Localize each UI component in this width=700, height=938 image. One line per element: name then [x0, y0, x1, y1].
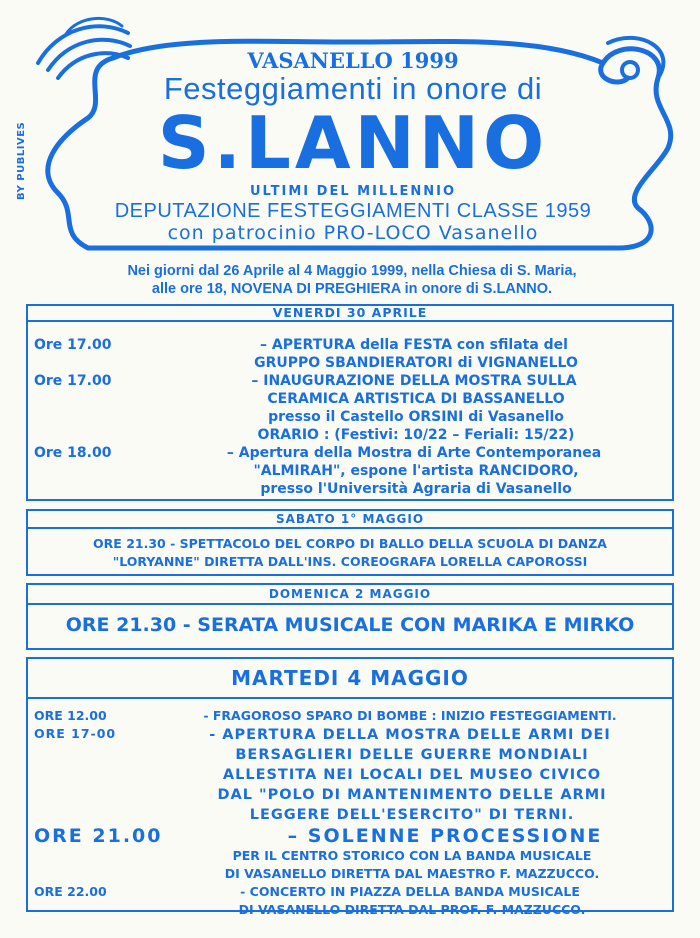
event-time: Ore 17.00 — [34, 337, 112, 353]
event-row — [34, 372, 666, 390]
header-festeggiamenti: Festeggiamenti in onore di — [163, 71, 543, 106]
event-text-cont: GRUPPO SBANDIERATORI di VIGNANELLO — [254, 355, 578, 371]
event-text-cont: presso l'Università Agraria di Vasanello — [260, 481, 572, 497]
header-saint-name: S.LANNO — [157, 101, 549, 185]
event-list — [28, 699, 672, 919]
event-row — [34, 336, 666, 354]
event-row — [34, 825, 666, 847]
day-box-venerdi — [26, 304, 674, 501]
event-time: ORE 22.00 — [34, 884, 107, 899]
event-time: Ore 18.00 — [34, 445, 112, 461]
event-row — [34, 444, 666, 462]
day-box-martedi — [26, 657, 674, 917]
event-time: ORE 12.00 — [34, 708, 107, 723]
day-box-sabato — [26, 509, 674, 576]
intro-line-2: alle ore 18, NOVENA DI PREGHIERA in onore di S.LANNO. — [151, 281, 553, 297]
event-text-cont: DI VASANELLO DIRETTA DAL MAESTRO F. MAZZUCCO. — [224, 866, 600, 881]
event-text: – SOLENNE PROCESSIONE — [287, 825, 603, 847]
event-row — [34, 707, 666, 725]
event-text-cont: ALLESTITA NEI LOCALI DEL MUSEO CIVICO — [222, 767, 602, 783]
day-title: SABATO 1° MAGGIO — [28, 511, 672, 529]
event-text-cont: BERSAGLIERI DELLE GUERRE MONDIALI — [235, 747, 589, 763]
event-text: - CONCERTO IN PIAZZA DELLA BANDA MUSICALE — [240, 884, 580, 899]
event-time: Ore 17.00 — [34, 373, 112, 389]
header-year: VASANELLO 1999 — [247, 48, 459, 73]
event-text: – INAUGURAZIONE DELLA MOSTRA SULLA — [251, 373, 577, 389]
event-text: ORE 21.30 - SPETTACOLO DEL CORPO DI BALLO DELLA SCUOLA DI DANZA — [93, 536, 607, 551]
event-time: ORE 21.00 — [34, 825, 163, 847]
event-text: – APERTURA della FESTA con sfilata del — [260, 337, 568, 353]
day-title: VENERDI 30 APRILE — [28, 306, 672, 322]
header-patrocinio: con patrocinio PRO-LOCO Vasanello — [167, 222, 539, 244]
event-row — [34, 883, 666, 901]
event-text: - APERTURA DELLA MOSTRA DELLE ARMI DEI — [209, 727, 611, 743]
day-title: DOMENICA 2 MAGGIO — [28, 585, 672, 605]
event-text-cont: CERAMICA ARTISTICA DI BASSANELLO — [267, 391, 565, 407]
header-deputazione: DEPUTAZIONE FESTEGGIAMENTI CLASSE 1959 — [114, 200, 592, 222]
poster-header — [18, 8, 688, 260]
event-text: – Apertura della Mostra di Arte Contemporanea — [226, 445, 602, 461]
printer-credit: BY PUBLIVES — [16, 121, 27, 200]
day-title: MARTEDI 4 MAGGIO — [28, 659, 672, 699]
event-text-cont: PER IL CENTRO STORICO CON LA BANDA MUSICALE — [232, 848, 592, 863]
event-time: ORE 17-00 — [34, 726, 117, 741]
event-text-cont: "LORYANNE" DIRETTA DALL'INS. COREOGRAFA LORELLA CAPOROSSI — [112, 554, 588, 569]
event-text-cont: DAL "POLO DI MANTENIMENTO DELLE ARMI — [217, 787, 607, 803]
event-text: ORE 21.30 - SERATA MUSICALE CON MARIKA E MIRKO — [65, 614, 635, 636]
event-text-cont: DI VASANELLO DIRETTA DAL PROF. F. MAZZUCCO. — [238, 902, 586, 917]
event-text-cont: ORARIO : (Festivi: 10/22 – Feriali: 15/22) — [257, 427, 575, 443]
event-row — [34, 725, 666, 745]
event-text: - FRAGOROSO SPARO DI BOMBE : INIZIO FESTEGGIAMENTI. — [203, 708, 617, 723]
intro-line-1: Nei giorni dal 26 Aprile al 4 Maggio 1999, nella Chiesa di S. Maria, — [127, 263, 577, 279]
event-text-cont: "ALMIRAH", espone l'artista RANCIDORO, — [253, 463, 579, 479]
event-text-cont: presso il Castello ORSINI di Vasanello — [268, 409, 564, 425]
header-ultimi: ULTIMI DEL MILLENNIO — [249, 184, 457, 199]
event-list — [28, 336, 672, 498]
novena-intro — [22, 262, 682, 298]
event-text-cont: LEGGERE DELL'ESERCITO" DI TERNI. — [249, 807, 575, 823]
day-box-domenica — [26, 583, 674, 650]
event-list — [28, 529, 672, 571]
